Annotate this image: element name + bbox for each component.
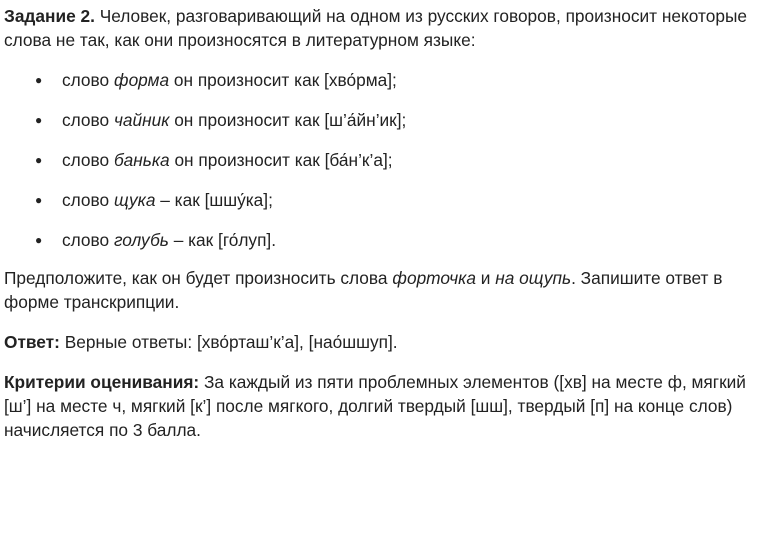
bullet-icon: ●: [35, 73, 43, 87]
item-suffix: – как [шшу́ка];: [155, 190, 273, 210]
item-prefix: слово: [62, 110, 114, 130]
item-prefix: слово: [62, 190, 114, 210]
bullet-icon: ●: [35, 233, 43, 247]
list-item: [4, 68, 770, 92]
task-paragraph: [4, 4, 770, 52]
question-word-2: на ощупь: [495, 268, 572, 288]
criteria-paragraph: [4, 370, 770, 442]
list-item: [4, 228, 770, 252]
list-item: [4, 108, 770, 132]
question-text-2: . Запишите ответ в форме транскрипции.: [4, 268, 723, 312]
question-paragraph: [4, 266, 770, 314]
answer-label: Ответ:: [4, 332, 60, 352]
item-word: щука: [113, 190, 156, 210]
task-text: Человек, разговаривающий на одном из русских говоров, произносит некоторые слова не так, как они произносятся в литературном языке:: [4, 6, 748, 50]
item-word: чайник: [113, 110, 170, 130]
criteria-text: За каждый из пяти проблемных элементов ([хв] на месте ф, мягкий [ш’] на месте ч, мягкий [к’] после мягкого, долгий твердый [шш], твердый [п] на конце слов) начисляется по 3 балла.: [4, 372, 746, 440]
item-prefix: слово: [62, 150, 114, 170]
item-suffix: он произносит как [хво́рма];: [169, 70, 397, 90]
bullet-icon: ●: [35, 113, 43, 127]
bullet-icon: ●: [35, 153, 43, 167]
list-item: [4, 148, 770, 172]
bullet-icon: ●: [35, 193, 43, 207]
item-word: банька: [113, 150, 170, 170]
item-word: голубь: [113, 230, 169, 250]
item-suffix: он произносит как [ба́н’к’а];: [169, 150, 393, 170]
criteria-label: Критерии оценивания:: [4, 372, 200, 392]
item-prefix: слово: [62, 230, 114, 250]
item-word: форма: [113, 70, 170, 90]
question-word-1: форточка: [392, 268, 476, 288]
item-suffix: – как [го́луп].: [168, 230, 277, 250]
item-suffix: он произносит как [ш’а́йн’ик];: [169, 110, 407, 130]
answer-paragraph: [4, 330, 770, 354]
task-label: Задание 2.: [4, 6, 95, 26]
question-text-1: Предположите, как он будет произносить слова: [4, 268, 393, 288]
list-item: [4, 188, 770, 212]
item-prefix: слово: [62, 70, 114, 90]
question-mid: и: [475, 268, 496, 288]
example-list: [4, 68, 770, 252]
answer-text: Верные ответы: [хво́рташ’к’а], [нао́шшуп].: [59, 332, 398, 352]
